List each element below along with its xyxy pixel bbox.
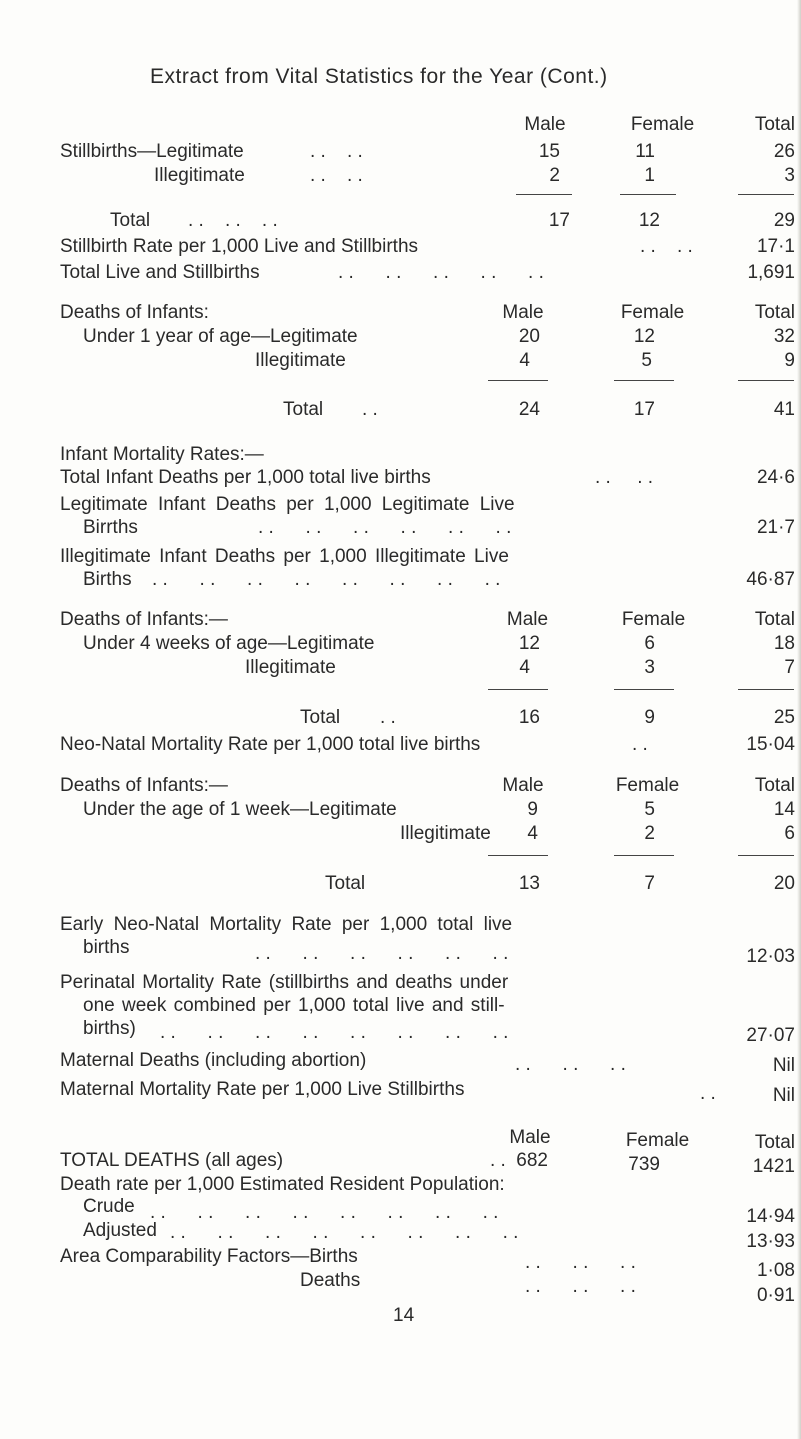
maternal-deaths-value: Nil <box>772 1055 795 1076</box>
sum-rule <box>620 194 676 195</box>
early-neonatal-total-label: Total <box>325 873 366 894</box>
live-still-label: Total Live and Stillbirths <box>60 262 260 283</box>
sum-rule <box>738 380 794 381</box>
sum-rule <box>738 855 794 856</box>
leader-dots: . . . . . . . . . . . . . . . . <box>170 1222 519 1243</box>
total-header: Total <box>754 1132 795 1153</box>
neonatal-illegit-female: 3 <box>644 657 655 678</box>
infant-deaths-heading: Deaths of Infants: <box>60 302 209 323</box>
acf-births-label: Area Comparability Factors—Births <box>60 1246 358 1267</box>
male-header: Male <box>502 302 544 323</box>
stillbirths-total-total: 29 <box>773 210 795 231</box>
female-header: Female <box>625 1130 690 1151</box>
sum-rule <box>738 689 794 690</box>
adjusted-label: Adjusted <box>83 1220 157 1241</box>
stillbirths-illegit-total: 3 <box>784 165 795 186</box>
stillbirths-total-male: 17 <box>548 210 570 231</box>
infant-deaths-illegit-male: 4 <box>519 350 530 371</box>
early-neonatal-illegit-male: 4 <box>527 823 538 844</box>
page-edge-shadow <box>797 0 801 1439</box>
early-neonatal-legit-label: Under the age of 1 week—Legitimate <box>83 799 397 820</box>
early-neonatal-heading: Deaths of Infants:— <box>60 775 228 796</box>
infant-deaths-total-male: 24 <box>518 399 540 420</box>
stillbirths-illegit-female: 1 <box>644 165 655 186</box>
stillbirths-legit-female: 11 <box>635 141 655 162</box>
leader-dots: . . <box>380 707 396 728</box>
leader-dots: . . . . . . . . . . . . . . . . <box>150 1202 499 1223</box>
crude-label: Crude <box>83 1196 135 1217</box>
neonatal-legit-female: 6 <box>644 633 655 654</box>
male-header: Male <box>509 1127 551 1148</box>
death-rate-label: Death rate per 1,000 Estimated Resident Population: <box>60 1174 505 1195</box>
infant-deaths-illegit-label: Illegitimate <box>255 350 346 371</box>
early-neonatal-legit-male: 9 <box>527 799 538 820</box>
infant-deaths-legit-female: 12 <box>633 326 655 347</box>
total-header: Total <box>754 114 795 135</box>
leader-dots: . . . . . . . . . . . . <box>258 517 512 538</box>
leader-dots: . . . . . . . . . . . . . . . . <box>160 1022 509 1043</box>
male-header: Male <box>506 609 549 630</box>
leader-dots: . . <box>632 734 648 755</box>
stillbirths-total-label: Total <box>110 210 151 231</box>
neonatal-deaths-heading: Deaths of Infants:— <box>60 609 228 630</box>
total-deaths-total: 1421 <box>752 1156 795 1177</box>
neonatal-legit-label: Under 4 weeks of age—Legitimate <box>83 633 375 654</box>
stillbirths-illegit-label: Illegitimate <box>154 165 245 186</box>
neonatal-illegit-total: 7 <box>784 657 795 678</box>
page-title: Extract from Vital Statistics for the Year (Cont.) <box>150 65 608 88</box>
neonatal-illegit-male: 4 <box>519 657 530 678</box>
leader-dots: . . . . . . <box>188 210 278 231</box>
maternal-rate-label: Maternal Mortality Rate per 1,000 Live Stillbirths <box>60 1079 465 1100</box>
maternal-deaths-label: Maternal Deaths (including abortion) <box>60 1050 367 1071</box>
neonatal-rate-value: 15·04 <box>746 734 795 755</box>
leader-dots: . . . . . . <box>515 1054 626 1075</box>
infant-deaths-total-label: Total <box>283 399 324 420</box>
sum-rule <box>614 855 674 856</box>
illegit-infant-rate-label-2: Births <box>83 569 132 590</box>
perinatal-rate-value: 27·07 <box>746 1025 795 1046</box>
early-neonatal-legit-total: 14 <box>773 799 795 820</box>
stillbirths-legit-total: 26 <box>773 141 795 162</box>
leader-dots: . . . . <box>640 236 693 257</box>
sum-rule <box>738 194 794 195</box>
male-header: Male <box>524 114 566 135</box>
infant-deaths-illegit-total: 9 <box>784 350 795 371</box>
total-infant-rate-label: Total Infant Deaths per 1,000 total live births <box>60 467 431 488</box>
early-neonatal-illegit-total: 6 <box>784 823 795 844</box>
stillbirth-rate-label: Stillbirth Rate per 1,000 Live and Stillbirths <box>60 236 419 257</box>
leader-dots: . . . . . . . . . . . . . . . . <box>152 569 501 590</box>
leader-dots: . . <box>362 399 378 420</box>
neonatal-total-total: 25 <box>773 707 795 728</box>
sum-rule <box>614 689 674 690</box>
legit-infant-rate-label-1: Legitimate Infant Deaths per 1,000 Legitimate Live <box>60 494 515 515</box>
sum-rule <box>488 380 548 381</box>
acf-deaths-label: Deaths <box>300 1270 361 1291</box>
neonatal-total-label: Total <box>300 707 341 728</box>
leader-dots: . . <box>490 1150 506 1171</box>
early-neonatal-legit-female: 5 <box>644 799 655 820</box>
female-header: Female <box>620 302 685 323</box>
neonatal-rate-label: Neo-Natal Mortality Rate per 1,000 total live births <box>60 734 481 755</box>
stillbirth-rate-value: 17·1 <box>756 236 795 257</box>
page-number: 14 <box>393 1305 415 1326</box>
early-neonatal-total-total: 20 <box>773 873 795 894</box>
leader-dots: . . . . . . <box>525 1276 636 1297</box>
female-header: Female <box>615 775 680 796</box>
legit-infant-rate-value: 21·7 <box>756 517 795 538</box>
female-header: Female <box>630 114 695 135</box>
total-deaths-female: 739 <box>628 1154 660 1175</box>
leader-dots: . . . . . . . . . . . . <box>255 943 509 964</box>
perinatal-rate-label-1: Perinatal Mortality Rate (stillbirths and deaths under <box>60 972 509 993</box>
illegit-infant-rate-value: 46·87 <box>746 569 795 590</box>
early-neonatal-illegit-female: 2 <box>644 823 655 844</box>
neonatal-legit-male: 12 <box>518 633 540 654</box>
total-deaths-male: 682 <box>516 1150 548 1171</box>
infant-deaths-illegit-female: 5 <box>641 350 652 371</box>
stillbirths-total-female: 12 <box>638 210 660 231</box>
leader-dots: . . . . . . . . . . <box>338 262 544 283</box>
sum-rule <box>516 194 572 195</box>
leader-dots: . . . . <box>310 141 363 162</box>
total-infant-rate-value: 24·6 <box>756 467 795 488</box>
leader-dots: . . <box>700 1083 716 1104</box>
stillbirths-illegit-male: 2 <box>549 165 560 186</box>
total-header: Total <box>754 775 795 796</box>
neonatal-total-female: 9 <box>644 707 655 728</box>
infant-deaths-legit-male: 20 <box>518 326 540 347</box>
early-neonatal-illegit-label: Illegitimate <box>400 823 491 844</box>
sum-rule <box>488 855 548 856</box>
stillbirths-legit-male: 15 <box>538 141 560 162</box>
legit-infant-rate-label-2: Birrths <box>83 517 138 538</box>
total-header: Total <box>754 302 795 323</box>
early-neonatal-rate-label-1: Early Neo-Natal Mortality Rate per 1,000 total live <box>60 914 513 935</box>
infant-mortality-heading: Infant Mortality Rates:— <box>60 444 264 465</box>
acf-births-value: 1·08 <box>756 1260 795 1281</box>
neonatal-total-male: 16 <box>518 707 540 728</box>
leader-dots: . . . . <box>310 165 363 186</box>
early-neonatal-rate-value: 12·03 <box>746 946 795 967</box>
early-neonatal-total-female: 7 <box>644 873 655 894</box>
live-still-value: 1,691 <box>747 262 795 283</box>
infant-deaths-total-total: 41 <box>773 399 795 420</box>
crude-value: 14·94 <box>746 1206 795 1227</box>
acf-deaths-value: 0·91 <box>756 1285 795 1306</box>
maternal-rate-value: Nil <box>772 1085 795 1106</box>
perinatal-rate-label-2: one week combined per 1,000 total live and still- <box>83 995 505 1016</box>
sum-rule <box>614 380 674 381</box>
neonatal-legit-total: 18 <box>773 633 795 654</box>
early-neonatal-total-male: 13 <box>518 873 540 894</box>
infant-deaths-total-female: 17 <box>633 399 655 420</box>
stillbirths-legit-label: Stillbirths—Legitimate <box>60 141 244 162</box>
total-deaths-label: TOTAL DEATHS (all ages) <box>60 1150 284 1171</box>
leader-dots: . . . . . . <box>525 1252 636 1273</box>
adjusted-value: 13·93 <box>746 1231 795 1252</box>
early-neonatal-rate-label-2: births <box>83 937 130 958</box>
illegit-infant-rate-label-1: Illegitimate Infant Deaths per 1,000 Illegitimate Live <box>60 546 509 567</box>
sum-rule <box>488 689 548 690</box>
leader-dots: . . . . <box>595 467 654 488</box>
infant-deaths-legit-total: 32 <box>773 326 795 347</box>
female-header: Female <box>621 609 686 630</box>
total-header: Total <box>754 609 795 630</box>
perinatal-rate-label-3: births) <box>83 1018 136 1039</box>
male-header: Male <box>502 775 544 796</box>
neonatal-illegit-label: Illegitimate <box>245 657 336 678</box>
infant-deaths-legit-label: Under 1 year of age—Legitimate <box>83 326 358 347</box>
